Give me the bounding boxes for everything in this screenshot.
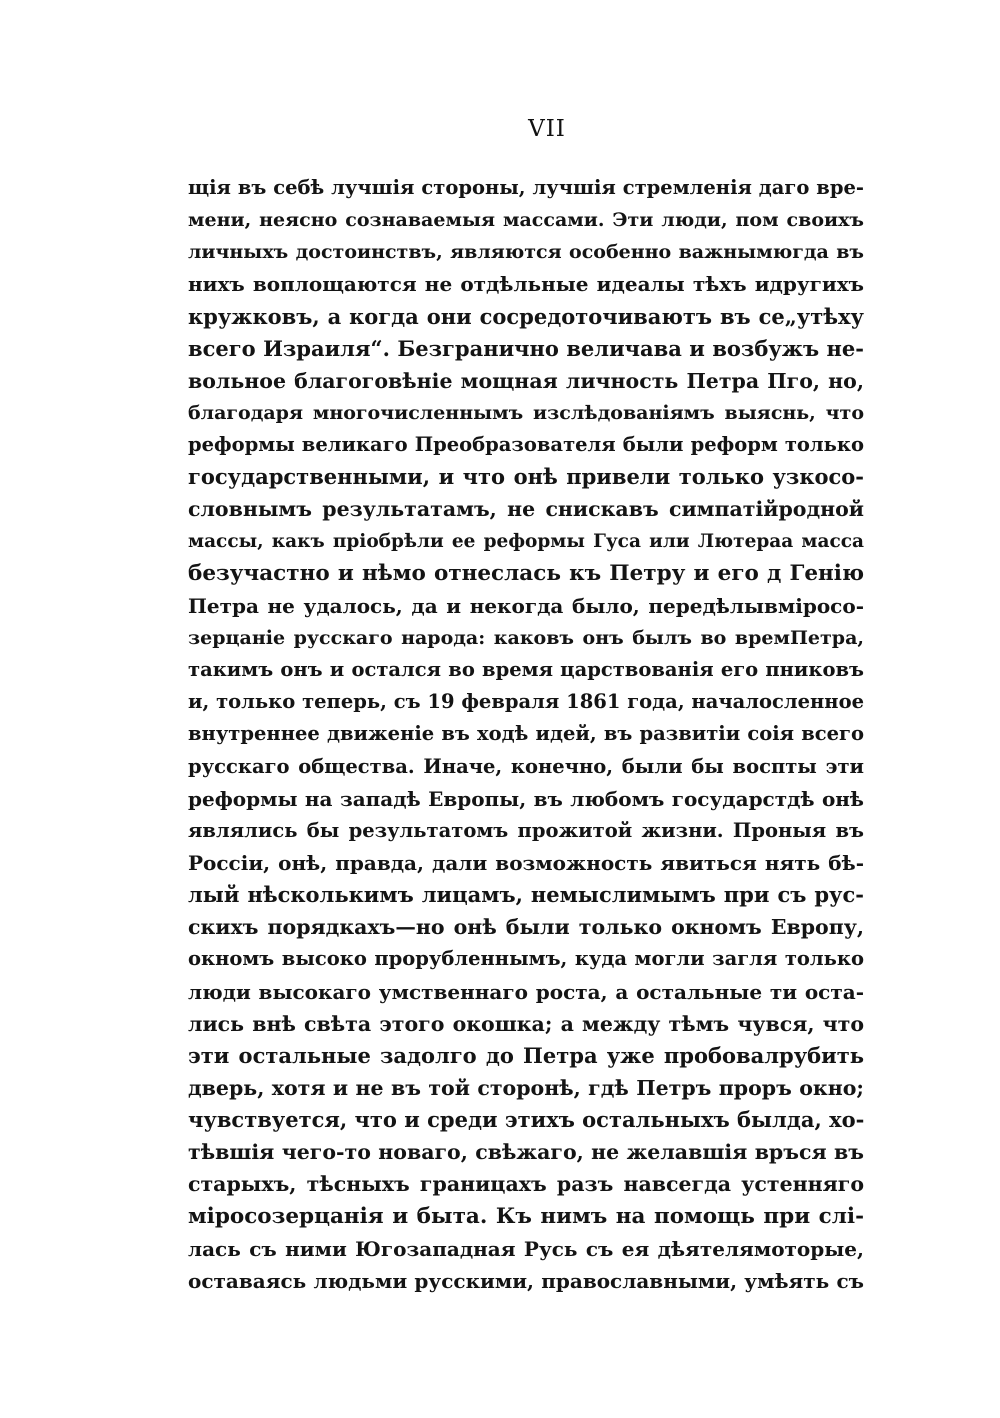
text-line: реформы на западѣ Европы, въ любомъ государстдѣ онѣ — [188, 786, 864, 811]
text-line: личныхъ достоинствъ, являются особенно важнымюгда въ — [188, 241, 864, 264]
text-line: Россіи, онѣ, правда, дали возможность явиться нять бѣ- — [188, 850, 864, 875]
text-line: государственными, и что онѣ привели только узкосо- — [188, 464, 864, 490]
text-line: чувствуется, что и среди этихъ остальныхъ былда, хо- — [188, 1107, 864, 1133]
text-line: и, только теперь, съ 19 февраля 1861 года, началосленное — [188, 690, 864, 714]
text-line: міросозерцанія и быта. Къ нимъ на помощь при слі- — [188, 1203, 864, 1229]
text-line: дверь, хотя и не въ той сторонѣ, гдѣ Петръ проръ окно; — [188, 1075, 864, 1100]
page-number: VII — [528, 116, 566, 142]
text-line: люди высокаго умственнаго роста, а остальные ти оста- — [188, 979, 864, 1004]
text-line: внутреннее движеніе въ ходѣ идей, въ развитіи соія всего — [188, 722, 864, 746]
text-line: вольное благоговѣніе мощная личность Петра Пго, но, — [188, 368, 864, 393]
text-line: старыхъ, тѣсныхъ границахъ разъ навсегда устенняго — [188, 1172, 864, 1197]
text-line: всего Израиля“. Безгранично величава и возбужъ не- — [188, 335, 864, 361]
text-line: зерцаніе русскаго народа: каковъ онъ былъ во времПетра, — [188, 626, 864, 649]
text-line: эти остальные задолго до Петра уже пробовалрубить — [188, 1042, 864, 1068]
text-line: Петра не удалось, да и некогда было, передѣлывміросо- — [188, 593, 864, 618]
text-line: массы, какъ пріобрѣли ее реформы Гуса или Лютераа масса — [188, 530, 864, 552]
text-line: скихъ порядкахъ—но онѣ были только окномъ Европу, — [188, 915, 864, 940]
text-line: оставаясь людьми русскими, православными, умѣять съ — [188, 1268, 864, 1293]
text-line: благодаря многочисленнымъ изслѣдованіямъ выяснь, что — [188, 401, 864, 424]
text-line: кружковъ, а когда они сосредоточиваютъ въ се„утѣху — [188, 303, 864, 329]
body-text — [188, 172, 864, 1332]
text-line: являлись бы результатомъ прожитой жизни. Проныя въ — [188, 818, 864, 842]
text-line: такимъ онъ и остался во время царствованія его пниковъ — [188, 658, 864, 682]
text-line: реформы великаго Преобразователя были реформ только — [188, 433, 864, 457]
text-line: окномъ высоко прорубленнымъ, куда могли загля только — [188, 947, 864, 971]
text-line: лый нѣсколькимъ лицамъ, немыслимымъ при съ рус- — [188, 882, 864, 908]
text-line: мени, неясно сознаваемыя массами. Эти люди, пом своихъ — [188, 209, 864, 232]
text-line: лись внѣ свѣта этого окошка; а между тѣмъ чувся, что — [188, 1011, 864, 1036]
text-line: безучастно и нѣмо отнеслась къ Петру и его д Генію — [188, 560, 864, 586]
text-line: щія въ себѣ лучшія стороны, лучшія стремленія даго вре- — [188, 176, 864, 199]
text-line: нихъ воплощаются не отдѣльные идеалы тѣхъ идругихъ — [188, 272, 864, 297]
text-line: русскаго общества. Иначе, конечно, были бы воспты эти — [188, 754, 864, 778]
text-line: лась съ ними Югозападная Русь съ ея дѣятелямоторые, — [188, 1236, 864, 1261]
text-line: тѣвшія чего-то новаго, свѣжаго, не желавшія връся въ — [188, 1140, 864, 1165]
text-line: словнымъ результатамъ, не снискавъ симпатійродной — [188, 497, 864, 522]
